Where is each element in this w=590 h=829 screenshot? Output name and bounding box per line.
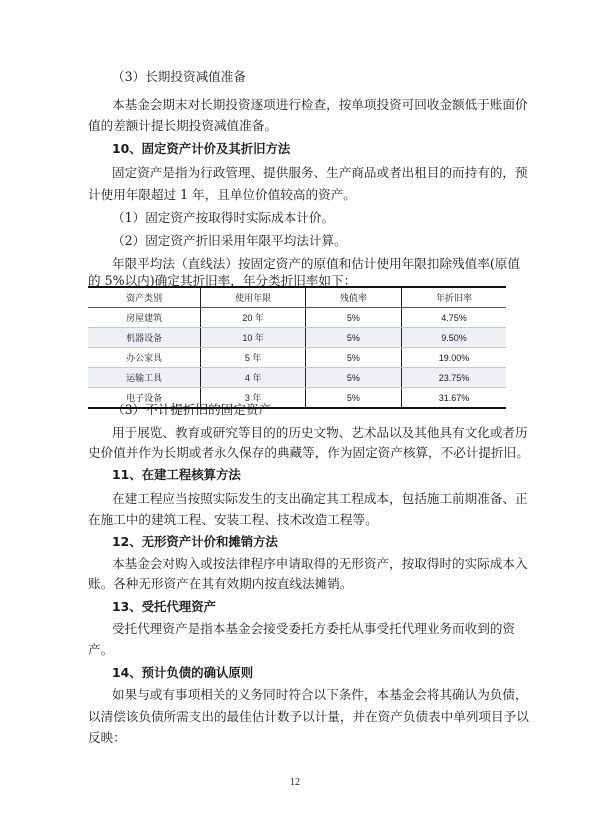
paragraph-line: （2）固定资产折旧采用年限平均法计算。 — [112, 233, 347, 248]
paragraph-line: 本基金会对购入或按法律程序申请取得的无形资产，按取得时的实际成本入 — [112, 556, 528, 571]
section-heading-11: 11、在建工程核算方法 — [112, 467, 241, 482]
section-heading-12: 12、无形资产计价和摊销方法 — [112, 534, 278, 549]
page-number: 12 — [290, 777, 300, 788]
paragraph-line: 产。 — [88, 642, 114, 657]
table-cell: 19.00% — [401, 348, 506, 368]
paragraph-line: 史价值并作为长期或者永久保存的典藏等，作为固定资产核算，不必计提折旧。 — [88, 445, 529, 460]
paragraph-line: 年限平均法（直线法）按固定资产的原值和估计使用年限扣除残值率(原值 — [112, 256, 520, 271]
table-cell: 5 年 — [201, 348, 306, 368]
paragraph-line: 用于展览、教育或研究等目的的历史文物、艺术品以及其他具有文化或者历 — [112, 425, 528, 440]
table-cell: 5% — [305, 328, 401, 348]
paragraph-line: 本基金会期末对长期投资逐项进行检查，按单项投资可回收金额低于账面价 — [112, 97, 528, 112]
table-cell: 运输工具 — [88, 368, 201, 388]
paragraph-line: 值的差额计提长期投资减值准备。 — [88, 118, 277, 133]
table-cell: 4.75% — [401, 308, 506, 328]
section-heading-13: 13、受托代理资产 — [112, 599, 216, 614]
table-cell: 20 年 — [201, 308, 306, 328]
table-cell: 9.50% — [401, 328, 506, 348]
section-heading-14: 14、预计负债的确认原则 — [112, 665, 254, 680]
depreciation-rate-table — [88, 286, 506, 409]
paragraph-line: 反映： — [88, 730, 126, 745]
paragraph-line: 以清偿该负债所需支出的最佳估计数予以计量，并在资产负债表中单列项目予以 — [88, 709, 529, 724]
table-cell: 电子设备 — [88, 388, 201, 409]
table-cell: 5% — [305, 388, 401, 409]
table-cell: 5% — [305, 348, 401, 368]
column-header: 资产类别 — [88, 287, 201, 308]
section-heading-10: 10、固定资产计价及其折旧方法 — [112, 141, 291, 156]
paragraph-line: 在施工中的建筑工程、安装工程、技术改造工程等。 — [88, 512, 378, 527]
table-row — [88, 368, 506, 388]
paragraph-line: 计使用年限超过 1 年，且单位价值较高的资产。 — [88, 187, 356, 202]
table-cell: 5% — [305, 308, 401, 328]
table-row — [88, 348, 506, 368]
table-cell: 机器设备 — [88, 328, 201, 348]
subheading-long-term-impairment: （3）长期投资减值准备 — [112, 69, 246, 84]
column-header: 残值率 — [305, 287, 401, 308]
table-cell: 房屋建筑 — [88, 308, 201, 328]
table-cell: 3 年 — [201, 388, 306, 409]
table-cell: 5% — [305, 368, 401, 388]
table-cell: 31.67% — [401, 388, 506, 409]
table-cell: 4 年 — [201, 368, 306, 388]
paragraph-line: （1）固定资产按取得时实际成本计价。 — [112, 210, 335, 225]
table-row — [88, 308, 506, 328]
table-row — [88, 328, 506, 348]
subheading-non-depreciable: （3）不计提折旧的固定资产 — [112, 402, 272, 417]
column-header: 年折旧率 — [401, 287, 506, 308]
paragraph-line: 在建工程应当按照实际发生的支出确定其工程成本，包括施工前期准备、正 — [112, 491, 528, 506]
table-cell: 办公家具 — [88, 348, 201, 368]
paragraph-line: 固定资产是指为行政管理、提供服务、生产商品或者出租目的而持有的，预 — [112, 165, 528, 180]
table-cell: 10 年 — [201, 328, 306, 348]
paragraph-line: 账。各种无形资产在其有效期内按直线法摊销。 — [88, 576, 353, 591]
paragraph-line: 受托代理资产是指本基金会接受委托方委托从事受托代理业务而收到的资 — [112, 621, 515, 636]
table-cell: 23.75% — [401, 368, 506, 388]
column-header: 使用年限 — [201, 287, 306, 308]
table-header-row — [88, 287, 506, 308]
paragraph-line: 如果与或有事项相关的义务同时符合以下条件，本基金会将其确认为负债， — [112, 687, 528, 702]
paragraph-line: 的 5%以内)确定其折旧率，年分类折旧率如下： — [88, 273, 357, 288]
